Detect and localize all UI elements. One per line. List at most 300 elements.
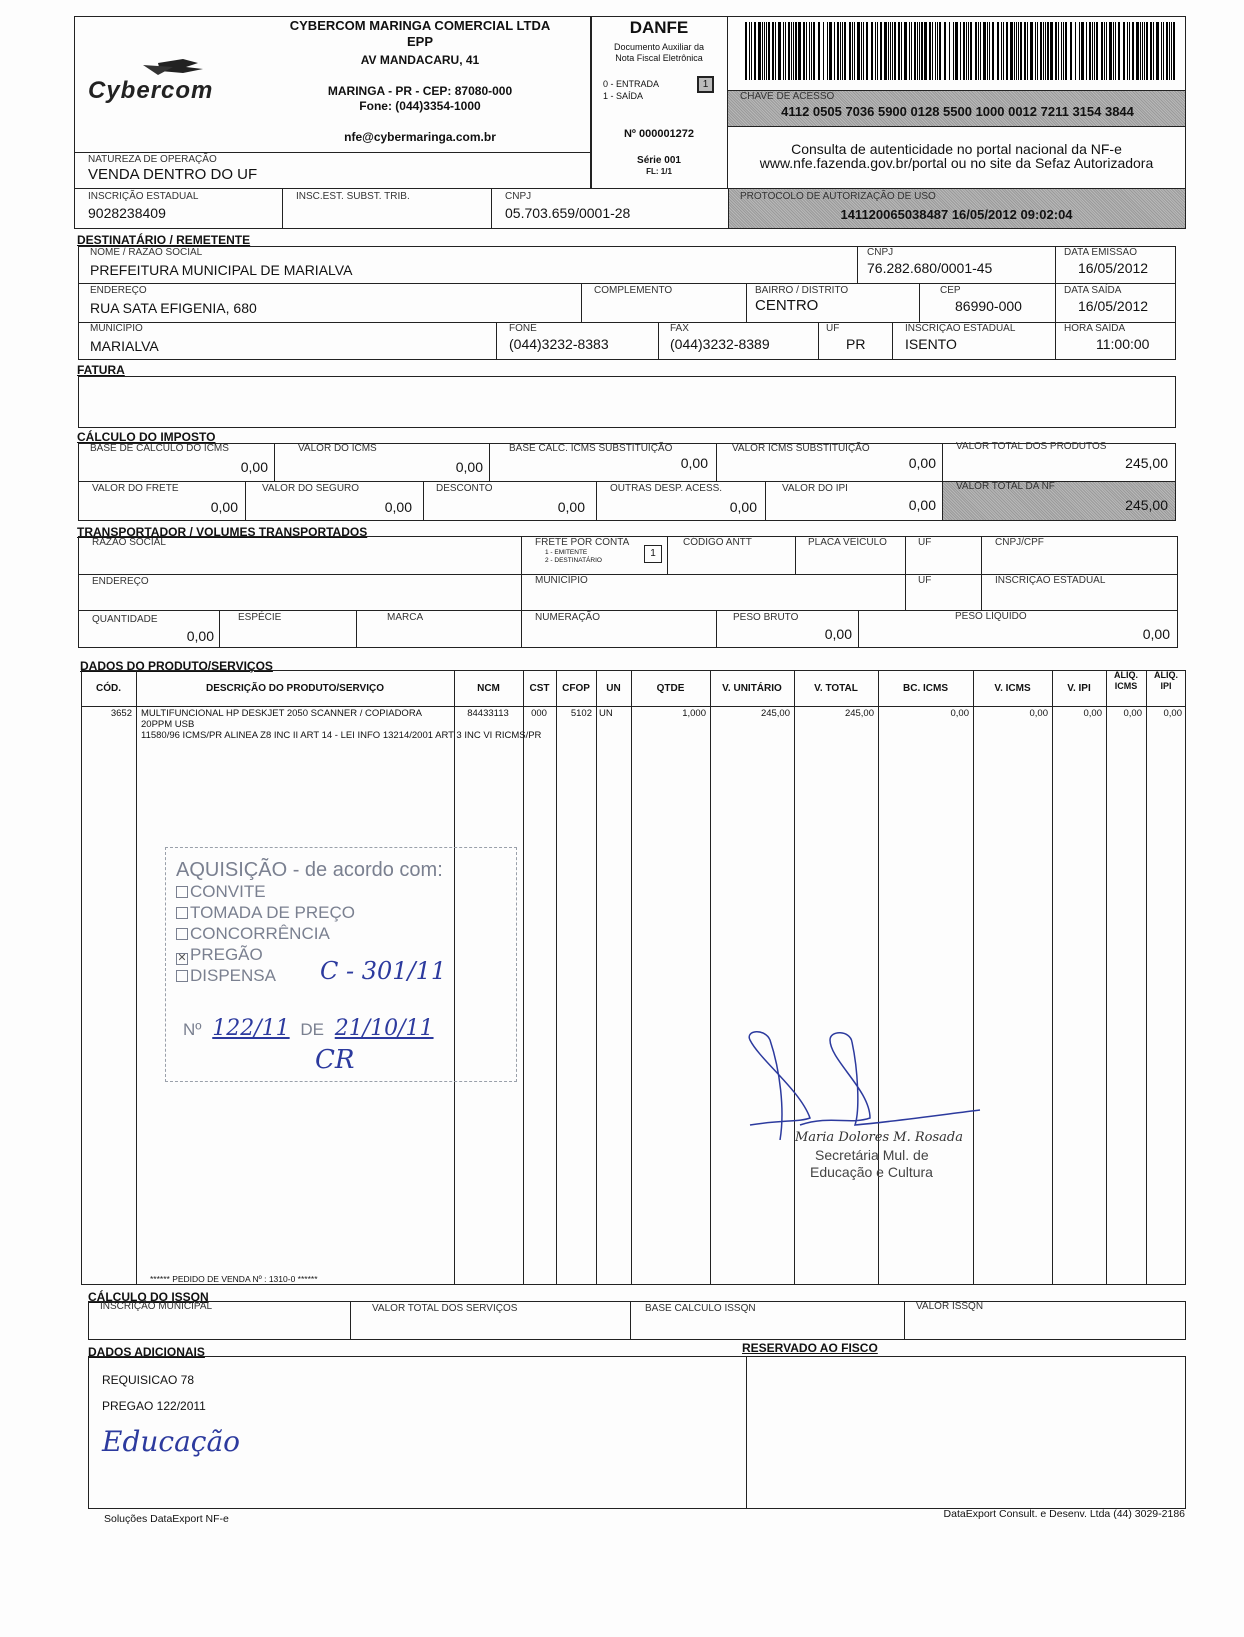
checkbox-icon (176, 907, 188, 919)
barcode-bar (1079, 22, 1080, 80)
tax-label: VALOR DO FRETE (92, 483, 179, 494)
stamp-option (176, 881, 506, 902)
barcode-bar (1142, 22, 1143, 80)
recipient-section-title: DESTINATÁRIO / REMETENTE (77, 233, 251, 247)
barcode-bar (1055, 22, 1057, 80)
barcode-bar (764, 22, 765, 80)
barcode-bar (1123, 22, 1125, 80)
recipient-cnpj-label: CNPJ (867, 247, 894, 258)
product-description: 20PPM USB (141, 719, 195, 730)
ie-label: INSCRIÇÃO ESTADUAL (88, 191, 199, 202)
signature-role-2: Educação e Cultura (810, 1164, 933, 1180)
additional-section-title: DADOS ADICIONAIS (88, 1345, 205, 1359)
species-label: ESPÉCIE (238, 612, 282, 623)
barcode-bar (766, 22, 767, 80)
barcode-bar (1163, 22, 1164, 80)
phone-value: (044)3232-8383 (509, 336, 609, 352)
product-un: UN (599, 708, 613, 719)
checkbox-checked-icon: ✕ (177, 952, 187, 964)
barcode-bar (1001, 22, 1002, 80)
divider (857, 246, 858, 283)
barcode-bar (1113, 22, 1114, 80)
barcode-bar (1153, 22, 1154, 80)
barcode-bar (871, 22, 873, 80)
barcode-bar (983, 22, 986, 80)
quantity-value: 0,00 (186, 628, 214, 644)
city-value: MARIALVA (90, 338, 159, 354)
protocol-value: 141120065038487 16/05/2012 09:02:04 (840, 207, 1073, 222)
barcode-bar (1173, 22, 1175, 80)
barcode-bar (1115, 22, 1116, 80)
barcode-bar (1027, 22, 1028, 80)
column-header: V. IPI (1067, 683, 1091, 694)
column-header: ALIQ. ICMS (1114, 670, 1138, 691)
nf-number: Nº 000001272 (623, 128, 695, 140)
tax-label: VALOR DO ICMS (298, 443, 377, 454)
invoice-section-title: FATURA (77, 363, 125, 377)
nature-label: NATUREZA DE OPERAÇÃO (88, 154, 217, 165)
barcode-bar (754, 22, 756, 80)
barcode-bar (840, 22, 841, 80)
column-divider (878, 670, 879, 1285)
checkbox-icon (176, 970, 188, 982)
stamp-option-label: TOMADA DE PREÇO (190, 903, 355, 922)
uf-label: UF (826, 323, 840, 334)
divider (356, 610, 357, 648)
barcode-bar (1156, 22, 1159, 80)
net-weight-value: 0,00 (1142, 626, 1170, 642)
barcode-bar (966, 22, 967, 80)
barcode-bar (806, 22, 807, 80)
barcode-bar (762, 22, 763, 80)
issqn-label: VALOR ISSQN (916, 1301, 984, 1312)
barcode-bar (932, 22, 933, 80)
divider (282, 188, 283, 229)
address-label: ENDEREÇO (90, 285, 147, 296)
column-divider (973, 670, 974, 1285)
barcode-bar (1018, 22, 1019, 80)
divider (274, 443, 275, 481)
tax-label: VALOR DO SEGURO (262, 483, 360, 494)
barcode-bar (1070, 22, 1072, 80)
barcode-bar (1037, 22, 1038, 80)
exit-date-label: DATA SAÍDA (1064, 285, 1122, 296)
numbering-label: NUMERAÇÃO (535, 612, 601, 623)
divider (919, 283, 920, 322)
barcode-bar (978, 22, 979, 80)
antt-label: CÓDIGO ANTT (683, 537, 752, 548)
ie-value: 9028238409 (88, 205, 166, 221)
footer-left: Soluções DataExport NF-e (104, 1513, 229, 1525)
signature-scribble (740, 1030, 1000, 1140)
emitter-phone: Fone: (044)3354-1000 (359, 99, 481, 113)
barcode-bar (1161, 22, 1162, 80)
barcode-bar (949, 22, 950, 80)
product-code: 3652 (110, 708, 132, 719)
quantity-label: QUANTIDADE (92, 614, 158, 625)
cep-label: CEP (940, 285, 961, 296)
issqn-label: INSCRIÇÃO MUNICIPAL (100, 1301, 213, 1312)
column-divider (794, 670, 795, 1285)
carrier-address-label: ENDEREÇO (92, 576, 149, 587)
divider (716, 443, 717, 481)
net-weight-label: PESO LÍQUIDO (955, 611, 1027, 622)
issqn-label: BASE CALCULO ISSQN (645, 1303, 756, 1314)
recipient-ie-value: ISENTO (905, 336, 957, 352)
barcode-bar (1092, 22, 1093, 80)
barcode-bar (911, 22, 912, 80)
barcode-bar (1127, 22, 1128, 80)
product-ncm: 84433113 (467, 708, 509, 719)
tax-label: BASE DE CÁLCULO DO ICMS (90, 443, 229, 454)
barcode-bar (1016, 22, 1017, 80)
barcode-bar (785, 22, 786, 80)
plate-label: PLACA VEÍCULO (808, 537, 887, 548)
divider (521, 536, 522, 648)
emitter-name-suffix: EPP (406, 34, 433, 49)
tax-value: 0,00 (455, 459, 483, 475)
nf-series: Série 001 (637, 155, 681, 166)
barcode-bar (968, 22, 969, 80)
divider (78, 283, 1176, 284)
nf-type-box: 1 (697, 76, 714, 93)
exit-time-label: HORA SAÍDA (1064, 323, 1126, 334)
barcode-bar (989, 22, 990, 80)
barcode-bar (1118, 22, 1120, 80)
divider (981, 536, 982, 610)
barcode-bar (997, 22, 999, 80)
barcode-bar (1014, 22, 1015, 80)
product-unit-value: 245,00 (760, 708, 790, 719)
total-nf-value: 245,00 (1125, 497, 1168, 513)
danfe-subtitle-2: Nota Fiscal Eletrônica (615, 53, 703, 63)
divider (658, 322, 659, 360)
barcode-bar (953, 22, 954, 80)
freight-option-2: 2 - DESTINATÁRIO (545, 557, 602, 564)
barcode-bar (1003, 22, 1004, 80)
barcode-bar (798, 22, 801, 80)
divider (716, 610, 717, 648)
column-header: BC. ICMS (903, 683, 948, 694)
tax-value: 0,00 (557, 499, 585, 515)
divider (904, 1301, 905, 1340)
emitter-address: AV MANDACARU, 41 (360, 53, 480, 67)
barcode-bar (793, 22, 794, 80)
carrier-name-label: RAZÃO SOCIAL (92, 537, 166, 548)
product-v-icms: 0,00 (1029, 708, 1048, 719)
barcode-bar (901, 22, 902, 80)
additional-handwritten: Educação (102, 1425, 241, 1458)
product-total: 245,00 (844, 708, 874, 719)
district-value: CENTRO (755, 297, 819, 314)
barcode-bar (884, 22, 887, 80)
emitter-cnpj-label: CNPJ (505, 191, 532, 202)
signature-name: Maria Dolores M. Rosada (795, 1130, 963, 1145)
stamp-option (176, 923, 506, 944)
barcode-bar (1081, 22, 1084, 80)
danfe-subtitle-1: Documento Auxiliar da (613, 42, 705, 52)
column-header: DESCRIÇÃO DO PRODUTO/SERVIÇO (206, 683, 384, 694)
barcode-bar (970, 22, 972, 80)
barcode-bar (834, 22, 835, 80)
column-divider (523, 670, 524, 1285)
barcode-bar (890, 22, 891, 80)
column-divider (136, 670, 137, 1285)
barcode-bar (842, 22, 843, 80)
tax-section-title: CÁLCULO DO IMPOSTO (77, 430, 216, 444)
barcode-bar (992, 22, 994, 80)
divider (350, 1301, 351, 1340)
barcode-bar (1086, 22, 1087, 80)
column-divider (596, 670, 597, 1285)
barcode-bar (813, 22, 815, 80)
stamp-number-prefix: Nº (183, 1020, 202, 1039)
transport-section-title: TRANSPORTADOR / VOLUMES TRANSPORTADOS (77, 525, 368, 539)
stamp-date-prefix: DE (300, 1020, 324, 1039)
barcode-bar (1146, 22, 1148, 80)
column-divider (1052, 670, 1053, 1285)
tax-value: 0,00 (729, 499, 757, 515)
transport-box (78, 536, 1178, 648)
barcode-bar (1061, 22, 1062, 80)
barcode-bar (888, 22, 889, 80)
address-value: RUA SATA EFIGENIA, 680 (90, 300, 257, 316)
barcode-bar (1096, 22, 1098, 80)
tax-value: 0,00 (908, 455, 936, 471)
access-key-value: 4112 0505 7036 5900 0128 5500 1000 0012 7211 3154 3844 (781, 104, 1134, 119)
barcode-bar (751, 22, 752, 80)
ie-st-label: INSC.EST. SUBST. TRIB. (296, 191, 410, 202)
column-header: V. UNITÁRIO (722, 683, 782, 694)
fax-label: FAX (670, 323, 689, 334)
tax-label: VALOR ICMS SUBSTITUIÇÃO (732, 443, 870, 454)
barcode-bar (1065, 22, 1067, 80)
barcode-bar (909, 22, 910, 80)
barcode-bar (1063, 22, 1064, 80)
product-aliq-icms: 0,00 (1123, 708, 1142, 719)
uf-value: PR (846, 336, 866, 352)
product-v-ipi: 0,00 (1083, 708, 1102, 719)
barcode-bar (772, 22, 774, 80)
freight-option-1: 1 - EMITENTE (545, 549, 588, 556)
barcode-bar (1045, 22, 1046, 80)
emitter-city: MARINGA - PR - CEP: 87080-000 (327, 84, 513, 98)
stamp-option-label: CONCORRÊNCIA (190, 924, 330, 943)
divider (795, 536, 796, 574)
footer-right: DataExport Consult. e Desenv. Ltda (44) 3029-2186 (943, 1508, 1185, 1520)
exit-time-value: 11:00:00 (1096, 336, 1150, 352)
stamp-initials: CR (315, 1045, 355, 1075)
barcode-bar (1171, 22, 1172, 80)
consult-line-2: www.nfe.fazenda.gov.br/portal ou no site da Sefaz Autorizadora (759, 155, 1154, 171)
column-divider (1106, 670, 1107, 1285)
divider (74, 152, 592, 153)
product-cst: 000 (531, 708, 547, 719)
barcode-bar (987, 22, 988, 80)
products-section-title: DADOS DO PRODUTO/SERVIÇOS (80, 659, 273, 673)
barcode-bar (937, 22, 938, 80)
barcode-bar (1144, 22, 1145, 80)
gross-weight-value: 0,00 (824, 626, 852, 642)
stamp-pregao-number: C - 301/11 (320, 957, 447, 985)
carrier-ie-label: INSCRIÇÃO ESTADUAL (995, 575, 1106, 586)
barcode-bar (857, 22, 860, 80)
barcode-bar (1006, 22, 1008, 80)
recipient-ie-label: INSCRIÇÃO ESTADUAL (905, 323, 1016, 334)
freight-value-box: 1 (644, 545, 662, 563)
column-header: UN (606, 683, 621, 694)
barcode (745, 22, 1177, 80)
column-header: NCM (477, 683, 500, 694)
barcode-bar (795, 22, 797, 80)
entry-label: 0 - ENTRADA (603, 79, 660, 89)
consult-line-1: Consulta de autenticidade no portal nacional da NF-e (791, 141, 1122, 157)
barcode-bar (904, 22, 907, 80)
barcode-bar (1129, 22, 1130, 80)
divider (858, 610, 859, 648)
exit-date-value: 16/05/2012 (1078, 298, 1149, 314)
product-cfop: 5102 (570, 708, 592, 719)
issue-date-label: DATA EMISSÃO (1064, 247, 1137, 258)
stamp-number-line (183, 1016, 434, 1041)
barcode-bar (788, 22, 790, 80)
tax-label: VALOR TOTAL DA NF (956, 481, 1055, 492)
tax-label: VALOR DO IPI (782, 483, 848, 494)
access-key-label: CHAVE DE ACESSO (740, 91, 835, 102)
exit-label: 1 - SAÍDA (603, 91, 644, 101)
district-label: BAIRRO / DISTRITO (755, 285, 849, 296)
danfe-title: DANFE (629, 18, 689, 37)
barcode-bar (1075, 22, 1076, 80)
barcode-bar (749, 22, 750, 80)
freight-label: FRETE POR CONTA (535, 537, 630, 548)
barcode-bar (914, 22, 916, 80)
emitter-email: nfe@cybermaringa.com.br (344, 130, 496, 144)
column-header: ALIQ. IPI (1154, 670, 1178, 691)
gross-weight-label: PESO BRUTO (733, 612, 799, 623)
tax-value: 0,00 (210, 499, 238, 515)
fax-value: (044)3232-8389 (670, 336, 770, 352)
barcode-bar (775, 22, 776, 80)
barcode-bar (829, 22, 832, 80)
barcode-bar (852, 22, 853, 80)
cep-value: 86990-000 (955, 298, 1022, 314)
divider (746, 1356, 747, 1509)
checkbox-icon (176, 886, 188, 898)
emitter-name: CYBERCOM MARINGA COMERCIAL LTDA (289, 18, 551, 33)
barcode-bar (837, 22, 839, 80)
barcode-bar (980, 22, 981, 80)
barcode-bar (823, 22, 824, 80)
barcode-bar (963, 22, 965, 80)
barcode-bar (791, 22, 792, 80)
additional-box (88, 1356, 1186, 1509)
carrier-uf-label: UF (918, 537, 932, 548)
reserved-section-title: RESERVADO AO FISCO (742, 1341, 878, 1355)
barcode-bar (768, 22, 770, 80)
carrier-cnpj-label: CNPJ/CPF (995, 537, 1044, 548)
tax-label: BASE CALC. ICMS SUBSTITUIÇÃO (509, 443, 673, 454)
additional-line: PREGAO 122/2011 (102, 1399, 206, 1413)
barcode-bar (818, 22, 820, 80)
nature-value: VENDA DENTRO DO UF (88, 166, 258, 183)
column-divider (556, 670, 557, 1285)
divider (423, 481, 424, 521)
barcode-bar (917, 22, 918, 80)
divider (81, 706, 1186, 707)
stamp-option-label: PREGÃO (190, 945, 263, 964)
company-logo (88, 55, 268, 105)
barcode-bar (924, 22, 927, 80)
barcode-bar (1030, 22, 1033, 80)
tax-value: 0,00 (908, 497, 936, 513)
barcode-bar (1106, 22, 1107, 80)
city-label: MUNICÍPIO (90, 323, 143, 334)
issqn-label: VALOR TOTAL DOS SERVIÇOS (372, 1303, 518, 1314)
barcode-bar (861, 22, 862, 80)
barcode-bar (844, 22, 846, 80)
barcode-bar (944, 22, 946, 80)
barcode-bar (1150, 22, 1152, 80)
barcode-bar (1109, 22, 1112, 80)
barcode-bar (745, 22, 747, 80)
barcode-bar (1020, 22, 1022, 80)
barcode-bar (803, 22, 805, 80)
barcode-bar (921, 22, 923, 80)
barcode-bar (854, 22, 855, 80)
barcode-bar (1035, 22, 1036, 80)
carrier-uf2-label: UF (918, 575, 932, 586)
divider (1055, 246, 1056, 360)
issqn-section-title: CÁLCULO DO ISSQN (88, 1290, 209, 1304)
stamp-number-handwritten: 122/11 (212, 1016, 290, 1041)
barcode-bar (809, 22, 810, 80)
recipient-cnpj-value: 76.282.680/0001-45 (867, 260, 993, 276)
phone-label: FONE (509, 323, 537, 334)
column-divider (631, 670, 632, 1285)
column-header: V. ICMS (994, 683, 1031, 694)
issue-date-value: 16/05/2012 (1078, 260, 1149, 276)
product-description: MULTIFUNCIONAL HP DESKJET 2050 SCANNER / COPIADORA (141, 708, 423, 719)
barcode-bar (935, 22, 936, 80)
additional-line: REQUISICAO 78 (102, 1373, 195, 1387)
barcode-bar (866, 22, 868, 80)
invoice-box (78, 376, 1176, 428)
column-header: CÓD. (96, 683, 121, 694)
barcode-bar (1047, 22, 1049, 80)
divider (667, 536, 668, 574)
barcode-bar (919, 22, 920, 80)
total-products-value: 245,00 (1125, 455, 1168, 471)
barcode-bar (1094, 22, 1095, 80)
divider (581, 283, 582, 322)
tax-label: OUTRAS DESP. ACESS. (610, 483, 723, 494)
recipient-name-label: NOME / RAZÃO SOCIAL (90, 247, 203, 258)
column-divider (1146, 670, 1147, 1285)
stamp-option-label: DISPENSA (190, 966, 276, 985)
divider (630, 1301, 631, 1340)
recipient-name-value: PREFEITURA MUNICIPAL DE MARIALVA (90, 262, 353, 278)
tax-label: DESCONTO (436, 483, 493, 494)
column-header: CST (529, 683, 550, 694)
signature-role-1: Secretária Mul. de (815, 1147, 929, 1163)
barcode-bar (758, 22, 761, 80)
barcode-bar (880, 22, 882, 80)
divider (892, 322, 893, 360)
barcode-bar (960, 22, 961, 80)
divider (596, 481, 597, 521)
product-description: 11580/96 ICMS/PR ALINEA Z8 INC II ART 14 - LEI INFO 13214/2001 ART 3 INC VI RICMS/PR (141, 730, 542, 741)
